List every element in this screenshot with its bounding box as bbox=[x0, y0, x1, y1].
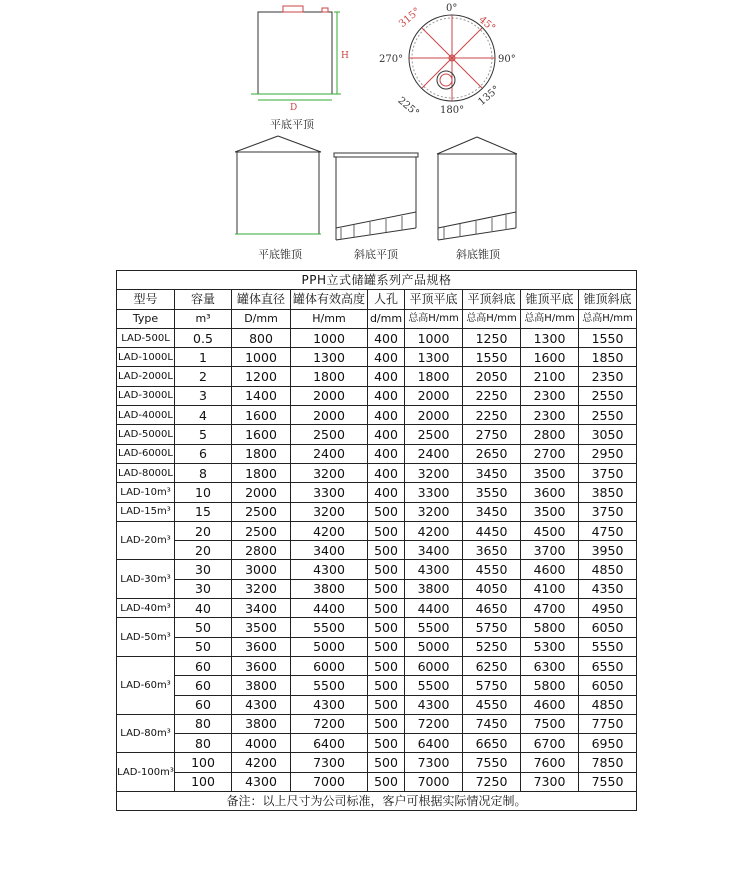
table-cell: 3500 bbox=[521, 502, 579, 521]
table-cell: 1850 bbox=[579, 348, 637, 367]
table-row bbox=[117, 734, 637, 753]
table-cell: 3600 bbox=[521, 483, 579, 502]
table-row bbox=[117, 599, 637, 618]
header-cone-top-slope-bottom: 锥顶斜底 bbox=[579, 290, 637, 309]
header-diameter: 罐体直径 bbox=[232, 290, 291, 309]
table-cell: 6400 bbox=[405, 734, 463, 753]
table-row bbox=[117, 386, 637, 405]
table-cell: 2400 bbox=[291, 444, 368, 463]
table-cell: 7600 bbox=[521, 753, 579, 772]
table-cell: 2550 bbox=[579, 406, 637, 425]
table-cell: 50 bbox=[175, 637, 232, 656]
table-cell: 3800 bbox=[232, 714, 291, 733]
model-cell: LAD-100m³ bbox=[117, 753, 175, 792]
table-cell: 60 bbox=[175, 656, 232, 675]
table-cell: 1600 bbox=[521, 348, 579, 367]
model-cell: LAD-60m³ bbox=[117, 656, 175, 714]
table-cell: 5300 bbox=[521, 637, 579, 656]
table-row bbox=[117, 541, 637, 560]
model-cell: LAD-4000L bbox=[117, 406, 175, 425]
table-cell: 400 bbox=[368, 483, 405, 502]
table-cell: 400 bbox=[368, 367, 405, 386]
table-cell: 2700 bbox=[521, 444, 579, 463]
header-model-en: Type bbox=[117, 309, 175, 328]
table-cell: 4550 bbox=[463, 695, 521, 714]
model-cell: LAD-2000L bbox=[117, 367, 175, 386]
table-cell: 5000 bbox=[291, 637, 368, 656]
table-cell: 1000 bbox=[232, 348, 291, 367]
table-cell: 2800 bbox=[521, 425, 579, 444]
caption-slope-bottom-cone-top: 斜底锥顶 bbox=[456, 248, 500, 261]
table-cell: 1200 bbox=[232, 367, 291, 386]
table-cell: 50 bbox=[175, 618, 232, 637]
table-cell: 4450 bbox=[463, 521, 521, 540]
table-cell: 3450 bbox=[463, 502, 521, 521]
table-cell: 7550 bbox=[463, 753, 521, 772]
table-cell: 6050 bbox=[579, 676, 637, 695]
table-cell: 100 bbox=[175, 772, 232, 791]
table-cell: 2050 bbox=[463, 367, 521, 386]
table-row bbox=[117, 463, 637, 482]
table-cell: 4000 bbox=[232, 734, 291, 753]
table-cell: 30 bbox=[175, 560, 232, 579]
table-cell: 6000 bbox=[405, 656, 463, 675]
table-cell: 3750 bbox=[579, 463, 637, 482]
angle-135: 135° bbox=[476, 84, 502, 108]
table-cell: 400 bbox=[368, 328, 405, 347]
table-cell: 5800 bbox=[521, 676, 579, 695]
table-cell: 2350 bbox=[579, 367, 637, 386]
table-cell: 2000 bbox=[405, 406, 463, 425]
model-cell: LAD-500L bbox=[117, 328, 175, 347]
table-cell: 4700 bbox=[521, 599, 579, 618]
table-cell: 5750 bbox=[463, 676, 521, 695]
table-cell: 2550 bbox=[579, 386, 637, 405]
table-cell: 4300 bbox=[405, 695, 463, 714]
table-cell: 4850 bbox=[579, 695, 637, 714]
table-cell: 30 bbox=[175, 579, 232, 598]
unit-height: H/mm bbox=[291, 309, 368, 328]
table-cell: 10 bbox=[175, 483, 232, 502]
table-cell: 1000 bbox=[405, 328, 463, 347]
table-row bbox=[117, 425, 637, 444]
dim-label-h: H bbox=[341, 51, 349, 61]
table-cell: 500 bbox=[368, 541, 405, 560]
header-height: 罐体有效高度 bbox=[291, 290, 368, 309]
table-row bbox=[117, 348, 637, 367]
table-cell: 1250 bbox=[463, 328, 521, 347]
model-cell: LAD-40m³ bbox=[117, 599, 175, 618]
table-cell: 2500 bbox=[291, 425, 368, 444]
table-cell: 400 bbox=[368, 406, 405, 425]
table-unit-row bbox=[117, 309, 637, 328]
table-cell: 1550 bbox=[579, 328, 637, 347]
model-cell: LAD-6000L bbox=[117, 444, 175, 463]
table-row bbox=[117, 579, 637, 598]
model-cell: LAD-30m³ bbox=[117, 560, 175, 599]
table-cell: 6000 bbox=[291, 656, 368, 675]
tank-top-view bbox=[409, 14, 498, 101]
table-row bbox=[117, 676, 637, 695]
table-cell: 80 bbox=[175, 714, 232, 733]
table-cell: 1300 bbox=[291, 348, 368, 367]
table-cell: 4300 bbox=[232, 772, 291, 791]
table-cell: 3800 bbox=[232, 676, 291, 695]
table-cell: 4300 bbox=[232, 695, 291, 714]
table-cell: 7300 bbox=[521, 772, 579, 791]
table-title: PPH立式储罐系列产品规格 bbox=[117, 271, 637, 290]
table-cell: 7000 bbox=[405, 772, 463, 791]
table-cell: 7300 bbox=[405, 753, 463, 772]
table-note-row bbox=[117, 792, 637, 811]
header-cone-top-flat-bottom: 锥顶平底 bbox=[521, 290, 579, 309]
table-cell: 1300 bbox=[521, 328, 579, 347]
tank-slope-cone-drawing bbox=[437, 137, 517, 240]
table-cell: 400 bbox=[368, 348, 405, 367]
header-manhole: 人孔 bbox=[368, 290, 405, 309]
caption-slope-bottom-flat-top: 斜底平顶 bbox=[354, 248, 398, 261]
table-cell: 500 bbox=[368, 676, 405, 695]
tank-slope-flat-drawing bbox=[334, 153, 418, 240]
table-cell: 2000 bbox=[405, 386, 463, 405]
table-cell: 7000 bbox=[291, 772, 368, 791]
table-cell: 4750 bbox=[579, 521, 637, 540]
angle-270: 270° bbox=[379, 54, 404, 65]
model-cell: LAD-1000L bbox=[117, 348, 175, 367]
table-cell: 2250 bbox=[463, 406, 521, 425]
table-cell: 500 bbox=[368, 579, 405, 598]
table-cell: 4600 bbox=[521, 695, 579, 714]
table-cell: 2800 bbox=[232, 541, 291, 560]
table-cell: 3400 bbox=[232, 599, 291, 618]
tank-flat-cone-drawing bbox=[235, 136, 321, 234]
table-row bbox=[117, 560, 637, 579]
table-cell: 500 bbox=[368, 637, 405, 656]
unit-diameter: D/mm bbox=[232, 309, 291, 328]
table-cell: 4400 bbox=[405, 599, 463, 618]
table-cell: 400 bbox=[368, 444, 405, 463]
table-cell: 3000 bbox=[232, 560, 291, 579]
table-cell: 3450 bbox=[463, 463, 521, 482]
table-cell: 1550 bbox=[463, 348, 521, 367]
table-cell: 6400 bbox=[291, 734, 368, 753]
table-cell: 5500 bbox=[405, 676, 463, 695]
table-cell: 3950 bbox=[579, 541, 637, 560]
table-cell: 1400 bbox=[232, 386, 291, 405]
table-cell: 3300 bbox=[405, 483, 463, 502]
table-cell: 3200 bbox=[291, 502, 368, 521]
table-cell: 2500 bbox=[232, 521, 291, 540]
table-cell: 1600 bbox=[232, 425, 291, 444]
table-cell: 5000 bbox=[405, 637, 463, 656]
table-cell: 4950 bbox=[579, 599, 637, 618]
table-cell: 5500 bbox=[405, 618, 463, 637]
table-cell: 3550 bbox=[463, 483, 521, 502]
unit-total-height: 总高H/mm bbox=[521, 309, 579, 328]
table-cell: 6700 bbox=[521, 734, 579, 753]
model-cell: LAD-3000L bbox=[117, 386, 175, 405]
table-row bbox=[117, 656, 637, 675]
header-flat-top-slope-bottom: 平顶斜底 bbox=[463, 290, 521, 309]
table-cell: 1000 bbox=[291, 328, 368, 347]
table-cell: 7750 bbox=[579, 714, 637, 733]
table-cell: 2300 bbox=[521, 406, 579, 425]
table-cell: 6250 bbox=[463, 656, 521, 675]
table-cell: 20 bbox=[175, 541, 232, 560]
table-cell: 3200 bbox=[405, 502, 463, 521]
caption-flat-bottom-flat-top: 平底平顶 bbox=[270, 118, 314, 131]
model-cell: LAD-20m³ bbox=[117, 521, 175, 560]
table-cell: 2300 bbox=[521, 386, 579, 405]
table-cell: 0.5 bbox=[175, 328, 232, 347]
table-note: 备注：以上尺寸为公司标准，客户可根据实际情况定制。 bbox=[117, 792, 637, 811]
model-cell: LAD-15m³ bbox=[117, 502, 175, 521]
table-cell: 4300 bbox=[405, 560, 463, 579]
table-cell: 7300 bbox=[291, 753, 368, 772]
table-cell: 2000 bbox=[291, 406, 368, 425]
table-cell: 3200 bbox=[291, 463, 368, 482]
table-cell: 1800 bbox=[291, 367, 368, 386]
table-cell: 3750 bbox=[579, 502, 637, 521]
table-cell: 3850 bbox=[579, 483, 637, 502]
table-cell: 7550 bbox=[579, 772, 637, 791]
table-cell: 4350 bbox=[579, 579, 637, 598]
table-cell: 4200 bbox=[405, 521, 463, 540]
table-cell: 500 bbox=[368, 560, 405, 579]
table-cell: 3700 bbox=[521, 541, 579, 560]
table-cell: 500 bbox=[368, 695, 405, 714]
table-cell: 7450 bbox=[463, 714, 521, 733]
table-row bbox=[117, 521, 637, 540]
table-cell: 6550 bbox=[579, 656, 637, 675]
table-cell: 2000 bbox=[232, 483, 291, 502]
table-cell: 500 bbox=[368, 772, 405, 791]
table-cell: 2750 bbox=[463, 425, 521, 444]
table-cell: 4600 bbox=[521, 560, 579, 579]
drawings-area bbox=[0, 0, 750, 268]
table-cell: 3800 bbox=[291, 579, 368, 598]
spec-table bbox=[116, 270, 637, 811]
table-cell: 6050 bbox=[579, 618, 637, 637]
table-cell: 800 bbox=[232, 328, 291, 347]
table-cell: 7200 bbox=[405, 714, 463, 733]
table-cell: 3 bbox=[175, 386, 232, 405]
dim-label-d: D bbox=[290, 103, 298, 113]
table-cell: 4300 bbox=[291, 560, 368, 579]
table-cell: 4400 bbox=[291, 599, 368, 618]
table-cell: 3400 bbox=[405, 541, 463, 560]
table-cell: 4300 bbox=[291, 695, 368, 714]
caption-flat-bottom-cone-top: 平底锥顶 bbox=[258, 248, 302, 261]
table-cell: 5250 bbox=[463, 637, 521, 656]
table-cell: 2000 bbox=[291, 386, 368, 405]
table-cell: 6650 bbox=[463, 734, 521, 753]
table-row bbox=[117, 328, 637, 347]
table-cell: 2 bbox=[175, 367, 232, 386]
table-cell: 5800 bbox=[521, 618, 579, 637]
table-cell: 5550 bbox=[579, 637, 637, 656]
table-cell: 100 bbox=[175, 753, 232, 772]
table-cell: 7200 bbox=[291, 714, 368, 733]
table-cell: 7850 bbox=[579, 753, 637, 772]
table-cell: 3500 bbox=[521, 463, 579, 482]
model-cell: LAD-50m³ bbox=[117, 618, 175, 657]
table-row bbox=[117, 772, 637, 791]
table-cell: 4050 bbox=[463, 579, 521, 598]
table-cell: 2400 bbox=[405, 444, 463, 463]
table-cell: 3800 bbox=[405, 579, 463, 598]
angle-225: 225° bbox=[395, 95, 421, 120]
unit-capacity: m³ bbox=[175, 309, 232, 328]
angle-0: 0° bbox=[446, 3, 458, 14]
angle-90: 90° bbox=[498, 54, 516, 65]
unit-total-height: 总高H/mm bbox=[405, 309, 463, 328]
table-cell: 3650 bbox=[463, 541, 521, 560]
table-cell: 1600 bbox=[232, 406, 291, 425]
table-cell: 3050 bbox=[579, 425, 637, 444]
table-cell: 2100 bbox=[521, 367, 579, 386]
table-cell: 7500 bbox=[521, 714, 579, 733]
table-cell: 5 bbox=[175, 425, 232, 444]
table-row bbox=[117, 502, 637, 521]
table-cell: 4500 bbox=[521, 521, 579, 540]
table-cell: 3200 bbox=[405, 463, 463, 482]
table-cell: 6300 bbox=[521, 656, 579, 675]
tank-drawings-svg bbox=[0, 0, 750, 268]
table-cell: 5500 bbox=[291, 618, 368, 637]
table-cell: 40 bbox=[175, 599, 232, 618]
table-row bbox=[117, 753, 637, 772]
table-cell: 3400 bbox=[291, 541, 368, 560]
table-row bbox=[117, 618, 637, 637]
table-cell: 500 bbox=[368, 714, 405, 733]
table-cell: 500 bbox=[368, 521, 405, 540]
table-cell: 6 bbox=[175, 444, 232, 463]
table-cell: 60 bbox=[175, 695, 232, 714]
table-cell: 3300 bbox=[291, 483, 368, 502]
table-row bbox=[117, 714, 637, 733]
table-title-row bbox=[117, 271, 637, 290]
angle-315: 315° bbox=[397, 5, 423, 30]
table-cell: 2500 bbox=[232, 502, 291, 521]
table-cell: 7250 bbox=[463, 772, 521, 791]
table-cell: 500 bbox=[368, 656, 405, 675]
table-cell: 4650 bbox=[463, 599, 521, 618]
table-cell: 20 bbox=[175, 521, 232, 540]
table-cell: 3200 bbox=[232, 579, 291, 598]
tank-flat-flat-drawing bbox=[251, 6, 341, 100]
table-cell: 1800 bbox=[405, 367, 463, 386]
table-cell: 400 bbox=[368, 463, 405, 482]
table-cell: 500 bbox=[368, 734, 405, 753]
table-cell: 8 bbox=[175, 463, 232, 482]
model-cell: LAD-80m³ bbox=[117, 714, 175, 753]
table-cell: 1 bbox=[175, 348, 232, 367]
table-cell: 4200 bbox=[291, 521, 368, 540]
table-cell: 3600 bbox=[232, 637, 291, 656]
table-cell: 1800 bbox=[232, 444, 291, 463]
model-cell: LAD-8000L bbox=[117, 463, 175, 482]
table-cell: 4 bbox=[175, 406, 232, 425]
table-row bbox=[117, 483, 637, 502]
table-row bbox=[117, 406, 637, 425]
table-cell: 1800 bbox=[232, 463, 291, 482]
table-cell: 3600 bbox=[232, 656, 291, 675]
table-cell: 2950 bbox=[579, 444, 637, 463]
unit-total-height: 总高H/mm bbox=[579, 309, 637, 328]
table-cell: 500 bbox=[368, 618, 405, 637]
table-cell: 400 bbox=[368, 386, 405, 405]
table-row bbox=[117, 444, 637, 463]
table-cell: 80 bbox=[175, 734, 232, 753]
table-cell: 500 bbox=[368, 502, 405, 521]
header-flat-top-flat-bottom: 平顶平底 bbox=[405, 290, 463, 309]
table-cell: 3500 bbox=[232, 618, 291, 637]
table-cell: 4100 bbox=[521, 579, 579, 598]
unit-manhole: d/mm bbox=[368, 309, 405, 328]
table-row bbox=[117, 637, 637, 656]
angle-180: 180° bbox=[440, 105, 465, 116]
table-cell: 5750 bbox=[463, 618, 521, 637]
table-cell: 4550 bbox=[463, 560, 521, 579]
table-cell: 60 bbox=[175, 676, 232, 695]
table-row bbox=[117, 367, 637, 386]
table-cell: 4200 bbox=[232, 753, 291, 772]
table-row bbox=[117, 695, 637, 714]
table-cell: 2500 bbox=[405, 425, 463, 444]
table-cell: 500 bbox=[368, 753, 405, 772]
unit-total-height: 总高H/mm bbox=[463, 309, 521, 328]
table-cell: 5500 bbox=[291, 676, 368, 695]
table-cell: 2650 bbox=[463, 444, 521, 463]
table-cell: 500 bbox=[368, 599, 405, 618]
table-cell: 400 bbox=[368, 425, 405, 444]
model-cell: LAD-5000L bbox=[117, 425, 175, 444]
table-cell: 15 bbox=[175, 502, 232, 521]
table-cell: 2250 bbox=[463, 386, 521, 405]
header-capacity: 容量 bbox=[175, 290, 232, 309]
model-cell: LAD-10m³ bbox=[117, 483, 175, 502]
table-cell: 1300 bbox=[405, 348, 463, 367]
header-model: 型号 bbox=[117, 290, 175, 309]
table-cell: 4850 bbox=[579, 560, 637, 579]
angle-45: 45° bbox=[476, 14, 498, 35]
table-cell: 6950 bbox=[579, 734, 637, 753]
table-header-row bbox=[117, 290, 637, 309]
